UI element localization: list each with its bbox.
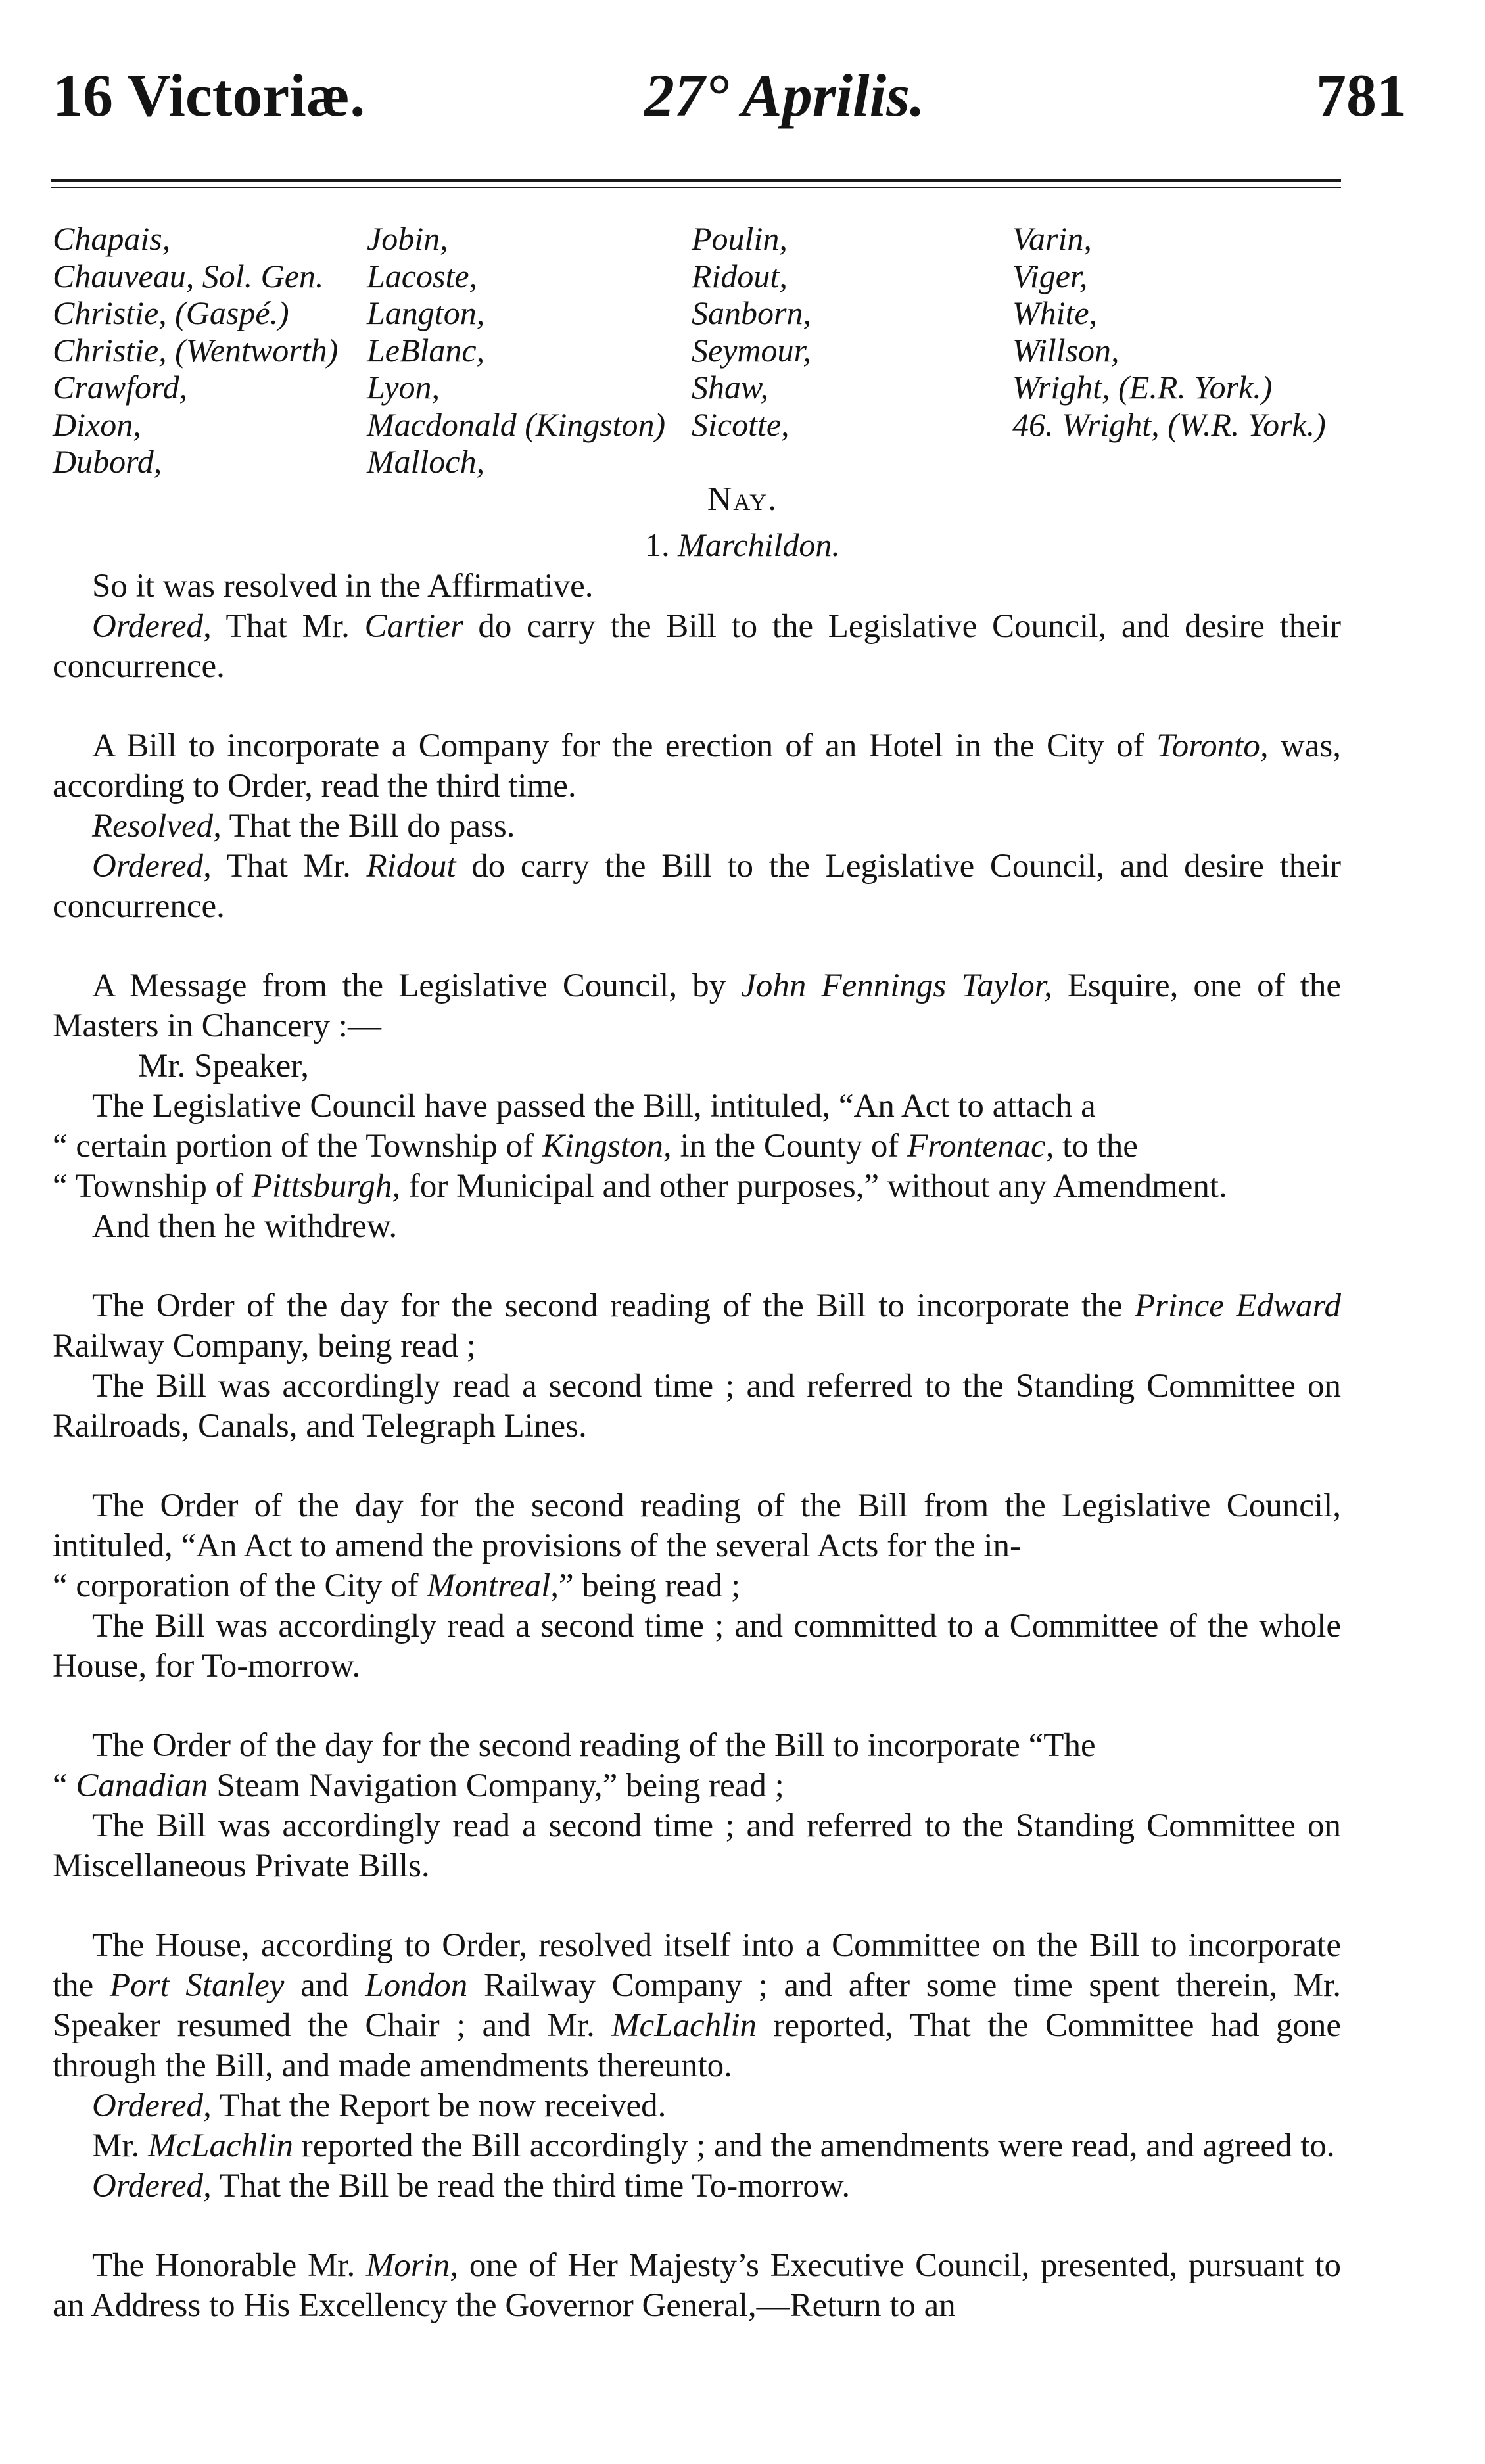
list-item: Dixon, (53, 406, 141, 443)
list-item: 46. Wright, (W.R. York.) (1012, 406, 1326, 443)
paragraph-message: A Message from the Legislative Council, by John Fennings Taylor, Esquire, one of the Masters in Chancery :— (53, 967, 1341, 1044)
list-item: Crawford, (53, 369, 188, 406)
paragraph-withdrew: And then he withdrew. (92, 1208, 398, 1245)
nay-name: Marchildon. (678, 526, 840, 563)
date-heading: 27° Aprilis. (644, 62, 926, 129)
paragraph-council-passed-cont-2: “ Township of Pittsburgh, for Municipal and other purposes,” without any Amendment. (53, 1168, 1227, 1205)
list-item: Christie, (Wentworth) (53, 331, 339, 369)
nay-heading: Nay. (707, 480, 778, 518)
header-rule-thick (51, 179, 1341, 182)
paragraph-montreal-committed: The Bill was accordingly read a second time ; and committed to a Committee of the whole House, for To-morrow. (53, 1608, 1341, 1685)
header-rule-thin (51, 187, 1341, 188)
list-item: Sicotte, (692, 406, 790, 443)
yeas-list (53, 220, 1367, 483)
paragraph-ordered-ridout: Ordered, That Mr. Ridout do carry the Bill to the Legislative Council, and desire their concurrence. (53, 848, 1341, 925)
paragraph-council-passed: The Legislative Council have passed the Bill, intituled, “An Act to attach a (92, 1088, 1096, 1125)
list-item: Varin, (1012, 220, 1092, 257)
paragraph-montreal-cont: “ corporation of the City of Montreal,” being read ; (53, 1568, 741, 1604)
paragraph-third-reading: Ordered, That the Bill be read the third time To-morrow. (92, 2168, 851, 2204)
list-item: White, (1012, 294, 1098, 331)
paragraph-montreal: The Order of the day for the second reading of the Bill from the Legislative Council, intituled, “An Act to amend the provisions of the several Acts for the in- (53, 1487, 1341, 1564)
list-item: Sanborn, (692, 294, 811, 331)
paragraph-morin-return: The Honorable Mr. Morin, one of Her Majesty’s Executive Council, presented, pursuant to an Address to His Excellency the Governor General,—Return to an (53, 2247, 1341, 2324)
yeas-column-3 (692, 220, 811, 443)
paragraph-ordered-cartier: Ordered, That Mr. Cartier do carry the Bill to the Legislative Council, and desire their concurrence. (53, 608, 1341, 685)
session-title: 16 Victoriæ. (53, 62, 365, 129)
yeas-column-1 (53, 220, 338, 480)
list-item: Willson, (1012, 331, 1120, 369)
paragraph-hotel-bill: A Bill to incorporate a Company for the erection of an Hotel in the City of Toronto, was, according to Order, read the third time. (53, 728, 1341, 804)
running-header (53, 53, 1407, 138)
list-item: LeBlanc, (367, 331, 485, 369)
list-item: Seymour, (692, 331, 811, 369)
list-item: Christie, (Gaspé.) (53, 294, 289, 331)
paragraph-prince-edward-referred: The Bill was accordingly read a second time ; and referred to the Standing Committee on Railroads, Canals, and Telegraph Lines. (53, 1368, 1341, 1445)
list-item: Macdonald (Kingston) (367, 406, 666, 443)
yeas-column-2 (367, 220, 665, 480)
list-item: Ridout, (692, 257, 788, 294)
page-number: 781 (1316, 62, 1407, 129)
paragraph-mclachlin-reported: Mr. McLachlin reported the Bill accordingly ; and the amendments were read, and agreed to. (92, 2127, 1335, 2164)
paragraph-speaker: Mr. Speaker, (138, 1048, 309, 1084)
list-item: Chapais, (53, 220, 171, 257)
paragraph-prince-edward: The Order of the day for the second reading of the Bill to incorporate the Prince Edward Railway Company, being read ; (53, 1288, 1342, 1364)
list-item: Langton, (367, 294, 485, 331)
list-item: Viger, (1012, 257, 1088, 294)
nay-count: 1. (645, 526, 670, 563)
journal-body (53, 567, 1341, 2326)
paragraph-resolved: So it was resolved in the Affirmative. (92, 568, 594, 605)
paragraph-steam-navigation-referred: The Bill was accordingly read a second time ; and referred to the Standing Committee on Miscellaneous Private Bills. (53, 1807, 1341, 1884)
list-item: Lacoste, (367, 257, 478, 294)
list-item: Dubord, (53, 443, 162, 480)
paragraph-steam-navigation-cont: “ Canadian Steam Navigation Company,” being read ; (53, 1767, 784, 1804)
paragraph-port-stanley: The House, according to Order, resolved itself into a Committee on the Bill to incorporate the Port Stanley and London Railway Company ; and after some time spent therein, Mr. Speaker resumed the Chair ; and Mr. McLachlin reported, That the Committee had gone through the Bill, and made amendments thereunto. (53, 1927, 1342, 2084)
list-item: Poulin, (692, 220, 788, 257)
yeas-column-4 (1012, 220, 1326, 443)
list-item: Jobin, (367, 220, 448, 257)
paragraph-report-received: Ordered, That the Report be now received. (92, 2087, 667, 2124)
paragraph-steam-navigation: The Order of the day for the second reading of the Bill to incorporate “The (92, 1727, 1096, 1764)
nay-entry (0, 526, 1485, 564)
list-item: Malloch, (367, 443, 485, 480)
list-item: Lyon, (367, 369, 440, 406)
paragraph-resolved-pass: Resolved, That the Bill do pass. (92, 808, 515, 845)
paragraph-council-passed-cont-1: “ certain portion of the Township of Kingston, in the County of Frontenac, to the (53, 1128, 1138, 1165)
list-item: Wright, (E.R. York.) (1012, 369, 1273, 406)
list-item: Chauveau, Sol. Gen. (53, 257, 324, 294)
list-item: Shaw, (692, 369, 769, 406)
